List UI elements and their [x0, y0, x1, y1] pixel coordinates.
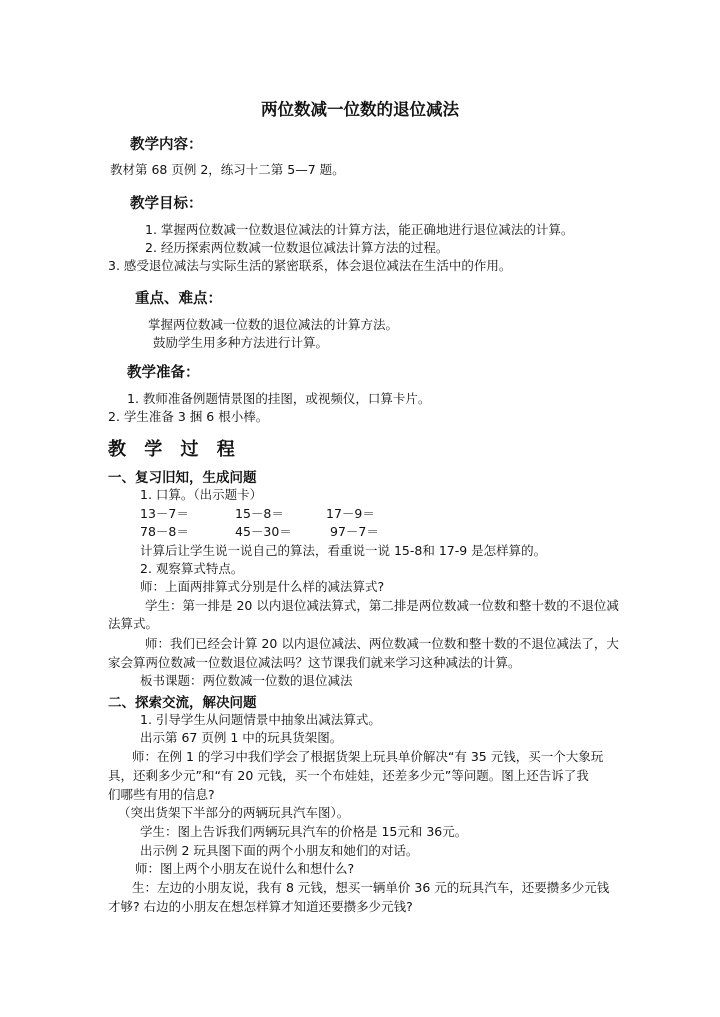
goal-item-1: 1. 掌握两位数减一位数退位减法的计算方法，能正确地进行退位减法的计算。: [145, 222, 574, 237]
s2-line: 师：图上两个小朋友在说什么和想什么?: [135, 861, 355, 876]
section1-heading: 一、复习旧知，生成问题: [108, 470, 257, 486]
s2-line: 生：左边的小朋友说，我有 8 元钱，想买一辆单价 36 元的玩具汽车，还要攒多少元钱: [132, 880, 610, 895]
s2-line: 具，还剩多少元”和“有 20 元钱，买一个布娃娃，还差多少元”等问题。图上还告诉了我: [108, 768, 589, 783]
s1-line: 板书课题：两位数减一位数的退位减法: [140, 673, 353, 688]
s2-line: 出示例 2 玩具图下面的两个小朋友和她们的对话。: [140, 843, 419, 858]
goal-item-3: 3. 感受退位减法与实际生活的紧密联系，体会退位减法在生活中的作用。: [108, 258, 512, 273]
calc-item: 15－8＝: [235, 506, 284, 521]
calc-item: 78－8＝: [140, 524, 189, 539]
s1-line: 家会算两位数减一位数退位减法吗？这节课我们就来学习这种减法的计算。: [108, 655, 521, 670]
content-heading: 教学内容：: [130, 136, 203, 153]
s2-line: 们哪些有用的信息?: [108, 787, 215, 802]
calc-item: 17－9＝: [326, 506, 375, 521]
s2-line: 才够? 右边的小朋友在想怎样算才知道还要攒多少元钱?: [108, 899, 413, 914]
s2-line: 1. 引导学生从问题情景中抽象出减法算式。: [140, 712, 381, 727]
s2-line: （突出货架下半部分的两辆玩具汽车图）。: [118, 805, 350, 820]
s2-line: 学生：图上告诉我们两辆玩具汽车的价格是 15元和 36元。: [140, 824, 468, 839]
s1-line: 师：上面两排算式分别是什么样的减法算式?: [140, 579, 385, 594]
goal-item-2: 2. 经历探索两位数减一位数退位减法计算方法的过程。: [145, 240, 449, 255]
content-text: 教材第 68 页例 2，练习十二第 5—7 题。: [110, 162, 345, 177]
process-heading: 教 学 过 程: [108, 439, 241, 460]
calc-item: 97－7＝: [330, 524, 379, 539]
s1-line: 计算后让学生说一说自己的算法，看重说一说 15-8和 17-9 是怎样算的。: [140, 543, 547, 558]
goals-heading: 教学目标：: [130, 195, 203, 212]
s1-line: 2. 观察算式特点。: [140, 561, 244, 576]
s1-line: 学生：第一排是 20 以内退位减法算式，第二排是两位数减一位数和整十数的不退位减: [145, 598, 619, 613]
key-point-1: 掌握两位数减一位数的退位减法的计算方法。: [148, 317, 399, 332]
key-point-2: 鼓励学生用多种方法进行计算。: [153, 335, 329, 350]
prep-item-1: 1. 教师准备例题情景图的挂图，或视频仪，口算卡片。: [127, 391, 431, 406]
key-points-heading: 重点、难点：: [135, 290, 222, 307]
s1-line: 师：我们已经会计算 20 以内退位减法、两位数减一位数和整十数的不退位减法了，大: [145, 636, 619, 651]
calc-item: 45－30＝: [235, 524, 292, 539]
s2-line: 出示第 67 页例 1 中的玩具货架图。: [140, 730, 343, 745]
prep-item-2: 2. 学生准备 3 捆 6 根小棒。: [108, 409, 269, 424]
s2-line: 师：在例 1 的学习中我们学会了根据货架上玩具单价解决“有 35 元钱，买一个大象玩: [132, 749, 604, 764]
s1-line-oral-calc: 1. 口算。（出示题卡）: [140, 487, 263, 502]
calc-item: 13－7＝: [140, 506, 189, 521]
section2-heading: 二、探索交流，解决问题: [108, 695, 257, 711]
document-title: 两位数减一位数的退位减法: [261, 100, 459, 119]
prep-heading: 教学准备：: [127, 364, 200, 381]
s1-line: 法算式。: [108, 616, 159, 631]
